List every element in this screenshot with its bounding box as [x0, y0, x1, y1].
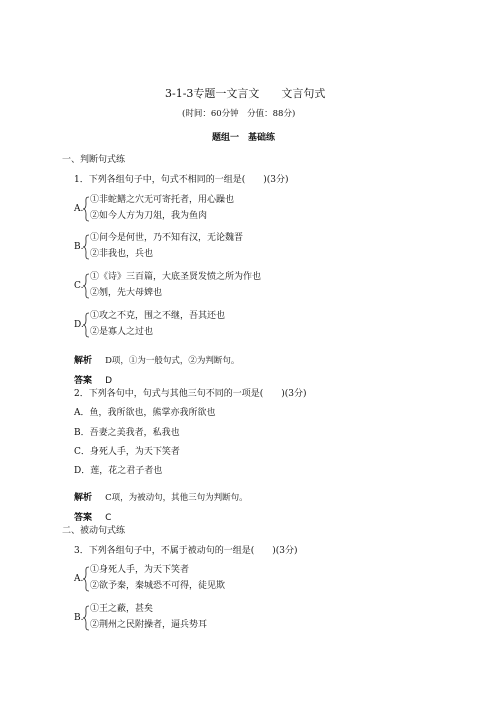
- q1-answer: [74, 370, 112, 386]
- option-line-1: ①身死人手，为天下笑者: [90, 565, 190, 575]
- option-line-1: ①问今是何世，乃不知有汉，无论魏晋: [90, 233, 244, 243]
- option-line-2: ②荆州之民附操者，逼兵势耳: [90, 620, 208, 630]
- option-line-2: ②刎，先大母婢也: [90, 288, 163, 298]
- option-line-2: ②如今人方为刀俎，我为鱼肉: [90, 211, 208, 221]
- time-score-info: (时间：60分钟 分值：88分): [182, 109, 296, 119]
- brace-icon: [82, 566, 90, 592]
- explanation-text: C项，为被动句，其他三句为判断句。: [105, 493, 248, 503]
- answer-value: C: [105, 513, 112, 523]
- page-title: 3-1-3专题一文言文 文言句式: [165, 87, 326, 100]
- answer-value: D: [105, 376, 113, 386]
- brace-icon: [82, 312, 90, 338]
- section-heading-judgment: 一、判断句式练: [62, 155, 126, 165]
- section-heading-passive: 二、被动句式练: [62, 526, 126, 536]
- q2-option-a: A．鱼，我所欲也，熊掌亦我所欲也: [74, 408, 216, 418]
- brace-icon: [82, 234, 90, 260]
- option-line-2: ②非我也，兵也: [90, 249, 154, 259]
- q2-option-c: C．身死人手，为天下笑者: [74, 447, 180, 457]
- option-label: B.: [74, 613, 84, 623]
- answer-label: 答案: [74, 513, 93, 523]
- option-label: B.: [74, 242, 84, 252]
- option-line-1: ①攻之不克，围之不继，吾其还也: [90, 311, 226, 321]
- q2-answer: [74, 507, 111, 523]
- answer-label: 答案: [74, 376, 93, 386]
- option-line-1: ①非蛇鳝之穴无可寄托者，用心躁也: [90, 195, 235, 205]
- option-line-1: ①《诗》三百篇，大底圣贤发愤之所为作也: [90, 272, 262, 282]
- q1-explanation: [74, 350, 239, 366]
- option-label: D.: [74, 320, 84, 330]
- explanation-label: 解析: [74, 493, 93, 503]
- question-1-stem: 1．下列各组句子中，句式不相同的一组是( )(3分): [74, 175, 289, 185]
- q2-explanation: [74, 487, 248, 503]
- option-label: A.: [74, 204, 84, 214]
- option-line-2: ②是寡人之过也: [90, 327, 154, 337]
- group-title: 题组一 基础练: [212, 133, 276, 143]
- q2-option-b: B．吾妻之美我者，私我也: [74, 428, 180, 438]
- explanation-label: 解析: [74, 356, 93, 366]
- question-3-stem: 3．下列各组句子中，不属于被动句的一组是( )(3分): [74, 546, 298, 556]
- q2-option-d: D．莲，花之君子者也: [74, 466, 163, 476]
- question-2-stem: 2．下列各句中，句式与其他三句不同的一项是( )(3分): [74, 389, 307, 399]
- option-line-1: ①王之蔽，甚矣: [90, 604, 154, 614]
- brace-icon: [82, 196, 90, 222]
- option-line-2: ②欲予秦，秦城恐不可得，徒见欺: [90, 581, 226, 591]
- option-label: C.: [74, 281, 84, 291]
- brace-icon: [82, 273, 90, 299]
- brace-icon: [82, 605, 90, 631]
- explanation-text: D项，①为一般句式，②为判断句。: [105, 356, 240, 366]
- option-label: A.: [74, 574, 84, 584]
